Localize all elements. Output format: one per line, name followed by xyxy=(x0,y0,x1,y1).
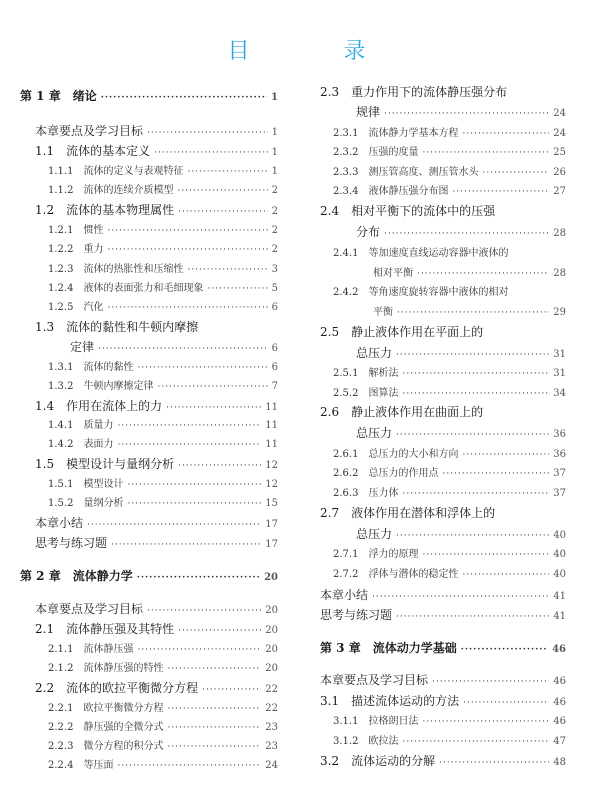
leader-dots xyxy=(147,606,261,616)
page-number: 24 xyxy=(553,108,566,119)
page-number: 20 xyxy=(265,663,278,674)
toc-entry xyxy=(320,323,566,340)
leader-dots xyxy=(107,226,267,236)
toc-entry xyxy=(20,567,278,584)
section-title: 总压力 xyxy=(356,346,393,360)
leader-dots xyxy=(177,186,267,196)
subsection-title: 2.4.2 等角速度旋转容器中液体的相对 xyxy=(333,287,509,298)
subsection-title: 2.3.4 液体静压强分布图 xyxy=(333,186,449,197)
toc-entry xyxy=(20,494,278,509)
page-number: 25 xyxy=(553,147,566,158)
toc-entry xyxy=(320,403,566,420)
page-number: 5 xyxy=(271,283,278,294)
toc-entry xyxy=(320,445,566,460)
toc-entry xyxy=(320,424,566,441)
subsection-title: 1.5.2 量纲分析 xyxy=(48,498,124,509)
page-number: 12 xyxy=(265,460,278,471)
toc-entry xyxy=(20,142,278,159)
toc-entry xyxy=(320,692,566,709)
section-title: 本章要点及学习目标 xyxy=(35,602,144,616)
page-number: 24 xyxy=(265,760,278,771)
toc-entry xyxy=(320,545,566,560)
subsection-title: 2.6.1 总压力的大小和方向 xyxy=(333,449,459,460)
toc-entry xyxy=(320,752,566,769)
page-number: 20 xyxy=(265,644,278,655)
page-number: 20 xyxy=(265,625,278,636)
leader-dots xyxy=(187,167,267,177)
section-title: 总压力 xyxy=(356,426,393,440)
page-number: 1 xyxy=(271,127,278,138)
leader-dots xyxy=(111,540,261,550)
toc-entry xyxy=(320,384,566,399)
leader-dots xyxy=(462,570,549,580)
leader-dots xyxy=(207,284,267,294)
section-title: 本章小结 xyxy=(320,588,369,602)
section-title: 2.2 流体的欧拉平衡微分方程 xyxy=(35,681,199,695)
page-number: 23 xyxy=(265,741,278,752)
page-number: 1 xyxy=(271,147,278,158)
leader-dots xyxy=(402,737,549,747)
page-number: 46 xyxy=(553,697,566,708)
page-number: 11 xyxy=(265,439,278,450)
page-number: 6 xyxy=(271,343,278,354)
toc-entry xyxy=(20,600,278,617)
section-title: 思考与练习题 xyxy=(35,536,108,550)
leader-dots xyxy=(422,717,549,727)
subsection-title: 2.3.1 流体静力学基本方程 xyxy=(333,128,459,139)
page-number: 26 xyxy=(553,167,566,178)
leader-dots xyxy=(422,148,549,158)
section-title: 分布 xyxy=(356,225,381,239)
page-number: 3 xyxy=(271,264,278,275)
subsection-title: 2.1.2 流体静压强的特性 xyxy=(48,663,164,674)
toc-entry xyxy=(320,83,566,100)
section-title: 1.1 流体的基本定义 xyxy=(35,144,151,158)
toc-entry xyxy=(20,122,278,139)
section-title: 1.2 流体的基本物理属性 xyxy=(35,203,175,217)
toc-entry xyxy=(320,732,566,747)
toc-entry xyxy=(20,162,278,177)
section-title: 2.5 静止液体作用在平面上的 xyxy=(320,325,484,339)
page-number: 46 xyxy=(552,644,566,655)
toc-entry xyxy=(20,358,278,373)
toc-entry xyxy=(320,124,566,139)
subsection-title: 1.2.1 惯性 xyxy=(48,225,104,236)
page-number: 7 xyxy=(271,381,278,392)
toc-entry xyxy=(20,620,278,637)
leader-dots xyxy=(402,369,549,379)
page-number: 12 xyxy=(265,479,278,490)
toc-entry xyxy=(20,260,278,275)
page-number: 23 xyxy=(265,722,278,733)
section-title: 3.2 流体运动的分解 xyxy=(320,754,436,768)
leader-dots xyxy=(372,592,549,602)
toc-entry xyxy=(20,640,278,655)
toc-entry xyxy=(20,298,278,313)
subsection-title: 2.2.2 静压强的全微分式 xyxy=(48,722,164,733)
toc-entry xyxy=(20,318,278,335)
page-number: 37 xyxy=(553,488,566,499)
toc-entry xyxy=(320,103,566,120)
chapter-title: 第 3 章 流体动力学基础 xyxy=(320,641,457,655)
toc-entry xyxy=(20,338,278,355)
leader-dots xyxy=(396,430,549,440)
page-number: 22 xyxy=(265,703,278,714)
toc-entry xyxy=(20,455,278,472)
page-number: 29 xyxy=(553,307,566,318)
subsection-title: 1.3.1 流体的黏性 xyxy=(48,362,134,373)
page-number: 47 xyxy=(553,736,566,747)
toc-entry xyxy=(320,525,566,542)
page-number: 17 xyxy=(265,539,278,550)
page-number: 6 xyxy=(271,302,278,313)
toc-entry xyxy=(320,344,566,361)
page-number: 40 xyxy=(553,530,566,541)
leader-dots xyxy=(87,520,261,530)
toc-entry xyxy=(320,163,566,178)
subsection-title: 2.4.1 等加速度直线运动容器中液体的 xyxy=(333,248,509,259)
leader-dots xyxy=(384,229,549,239)
subsection-title: 3.1.1 拉格朗日法 xyxy=(333,716,419,727)
leader-dots xyxy=(154,148,268,158)
leader-dots xyxy=(178,207,268,217)
subsection-title: 2.6.2 总压力的作用点 xyxy=(333,468,439,479)
page-number: 36 xyxy=(553,429,566,440)
page-number: 1 xyxy=(271,92,278,103)
leader-dots xyxy=(117,421,261,431)
subsection-title: 2.6.3 压力体 xyxy=(333,488,399,499)
page-number: 20 xyxy=(264,572,278,583)
subsection-title: 1.1.2 流体的连续介质模型 xyxy=(48,185,174,196)
leader-dots xyxy=(202,685,261,695)
toc-entry xyxy=(20,416,278,431)
leader-dots xyxy=(127,499,261,509)
leader-dots xyxy=(417,269,549,279)
page-number: 24 xyxy=(553,128,566,139)
toc-entry xyxy=(320,264,566,279)
section-title: 本章要点及学习目标 xyxy=(320,673,429,687)
leader-dots xyxy=(178,626,261,636)
page-number: 11 xyxy=(265,402,278,413)
leader-dots xyxy=(166,403,261,413)
toc-entry xyxy=(320,565,566,580)
subsection-title: 1.1.1 流体的定义与表观特征 xyxy=(48,166,184,177)
page-number: 28 xyxy=(553,268,566,279)
page-number: 37 xyxy=(553,468,566,479)
toc-entry xyxy=(20,377,278,392)
page-number: 15 xyxy=(265,498,278,509)
section-title: 定律 xyxy=(70,340,95,354)
toc-entry xyxy=(320,202,566,219)
subsection-title: 1.5.1 模型设计 xyxy=(48,479,124,490)
toc-entry xyxy=(320,606,566,623)
toc-entry xyxy=(20,737,278,752)
page-title: 目 录 xyxy=(227,39,402,64)
leader-dots xyxy=(167,723,261,733)
page-number: 41 xyxy=(553,591,566,602)
page-number: 40 xyxy=(553,569,566,580)
section-title: 3.1 描述流体运动的方法 xyxy=(320,694,460,708)
section-title: 本章小结 xyxy=(35,516,84,530)
page-number: 31 xyxy=(553,368,566,379)
toc-entry xyxy=(320,464,566,479)
leader-dots xyxy=(452,187,549,197)
section-title: 本章要点及学习目标 xyxy=(35,124,144,138)
toc-entry xyxy=(320,586,566,603)
subsection-title: 2.1.1 流体静压强 xyxy=(48,644,134,655)
leader-dots xyxy=(137,573,260,583)
toc-entry xyxy=(20,181,278,196)
toc-entry xyxy=(320,484,566,499)
leader-dots xyxy=(384,109,549,119)
section-title: 2.6 静止液体作用在曲面上的 xyxy=(320,405,484,419)
subsection-title: 1.4.2 表面力 xyxy=(48,439,114,450)
page-number: 22 xyxy=(265,684,278,695)
leader-dots xyxy=(137,645,261,655)
toc-entry xyxy=(20,435,278,450)
leader-dots xyxy=(127,480,261,490)
leader-dots xyxy=(463,698,549,708)
toc-entry xyxy=(320,639,566,656)
page-number: 34 xyxy=(553,388,566,399)
subsection-title: 2.2.3 微分方程的积分式 xyxy=(48,741,164,752)
toc-entry xyxy=(20,756,278,771)
page-number: 17 xyxy=(265,519,278,530)
page-number: 31 xyxy=(553,349,566,360)
subsection-title: 1.2.2 重力 xyxy=(48,244,104,255)
subsection-title: 2.2.1 欧拉平衡微分方程 xyxy=(48,703,164,714)
toc-entry xyxy=(320,182,566,197)
page-number: 46 xyxy=(553,676,566,687)
page-number: 1 xyxy=(271,166,278,177)
page-number: 27 xyxy=(553,186,566,197)
toc-entry xyxy=(20,534,278,551)
subsection-title: 1.3.2 牛顿内摩擦定律 xyxy=(48,381,154,392)
section-title: 2.3 重力作用下的流体静压强分布 xyxy=(320,85,508,99)
leader-dots xyxy=(167,664,261,674)
page-number: 6 xyxy=(271,362,278,373)
toc-entry xyxy=(20,397,278,414)
page-number: 46 xyxy=(553,716,566,727)
leader-dots xyxy=(137,363,267,373)
toc-entry xyxy=(320,303,566,318)
page-number: 2 xyxy=(271,244,278,255)
toc-entry xyxy=(20,514,278,531)
subsection-title: 相对平衡 xyxy=(373,268,413,279)
toc-entry xyxy=(20,699,278,714)
subsection-title: 2.5.2 图算法 xyxy=(333,388,399,399)
leader-dots xyxy=(432,677,549,687)
subsection-title: 平衡 xyxy=(373,307,393,318)
toc-entry xyxy=(20,201,278,218)
page-number: 40 xyxy=(553,549,566,560)
leader-dots xyxy=(462,450,549,460)
page-number: 36 xyxy=(553,449,566,460)
toc-entry xyxy=(20,221,278,236)
toc-entry xyxy=(320,143,566,158)
chapter-title: 第 2 章 流体静力学 xyxy=(20,569,133,583)
section-title: 1.3 流体的黏性和牛顿内摩擦 xyxy=(35,320,199,334)
toc-entry xyxy=(320,283,566,298)
leader-dots xyxy=(442,469,549,479)
subsection-title: 1.2.4 液体的表面张力和毛细现象 xyxy=(48,283,204,294)
toc-entry xyxy=(320,671,566,688)
leader-dots xyxy=(402,389,549,399)
toc-entry xyxy=(320,364,566,379)
leader-dots xyxy=(422,550,549,560)
page-number: 2 xyxy=(271,206,278,217)
toc-entry xyxy=(20,475,278,490)
subsection-title: 2.3.3 测压管高度、测压管水头 xyxy=(333,167,479,178)
leader-dots xyxy=(167,742,261,752)
leader-dots xyxy=(117,761,261,771)
toc-entry xyxy=(20,240,278,255)
toc-entry xyxy=(20,87,278,104)
section-title: 2.1 流体静压强及其特性 xyxy=(35,622,175,636)
leader-dots xyxy=(178,461,261,471)
page-number: 20 xyxy=(265,605,278,616)
section-title: 规律 xyxy=(356,105,381,119)
toc-entry xyxy=(20,279,278,294)
leader-dots xyxy=(462,129,549,139)
leader-dots xyxy=(396,612,549,622)
leader-dots xyxy=(157,382,267,392)
page-number: 11 xyxy=(265,420,278,431)
leader-dots xyxy=(101,93,267,103)
chapter-title: 第 1 章 绪论 xyxy=(20,89,97,103)
leader-dots xyxy=(107,303,267,313)
leader-dots xyxy=(98,344,268,354)
toc-entry xyxy=(20,679,278,696)
section-title: 2.7 液体作用在潜体和浮体上的 xyxy=(320,506,496,520)
leader-dots xyxy=(397,308,549,318)
subsection-title: 1.2.5 汽化 xyxy=(48,302,104,313)
subsection-title: 2.7.1 浮力的原理 xyxy=(333,549,419,560)
subsection-title: 2.2.4 等压面 xyxy=(48,760,114,771)
leader-dots xyxy=(396,350,549,360)
subsection-title: 1.2.3 流体的热胀性和压缩性 xyxy=(48,264,184,275)
subsection-title: 2.7.2 浮体与潜体的稳定性 xyxy=(333,569,459,580)
section-title: 1.4 作用在流体上的力 xyxy=(35,399,163,413)
section-title: 思考与练习题 xyxy=(320,608,393,622)
leader-dots xyxy=(482,168,549,178)
leader-dots xyxy=(396,531,549,541)
page-number: 41 xyxy=(553,611,566,622)
toc-entry xyxy=(320,244,566,259)
toc-entry xyxy=(320,223,566,240)
section-title: 2.4 相对平衡下的流体中的压强 xyxy=(320,204,496,218)
subsection-title: 3.1.2 欧拉法 xyxy=(333,736,399,747)
leader-dots xyxy=(187,265,267,275)
page-number: 48 xyxy=(553,757,566,768)
leader-dots xyxy=(439,758,549,768)
subsection-title: 1.4.1 质量力 xyxy=(48,420,114,431)
toc-entry xyxy=(320,712,566,727)
subsection-title: 2.5.1 解析法 xyxy=(333,368,399,379)
leader-dots xyxy=(117,440,261,450)
leader-dots xyxy=(107,245,267,255)
toc-entry xyxy=(20,659,278,674)
section-title: 1.5 模型设计与量纲分析 xyxy=(35,457,175,471)
section-title: 总压力 xyxy=(356,527,393,541)
leader-dots xyxy=(402,489,549,499)
subsection-title: 2.3.2 压强的度量 xyxy=(333,147,419,158)
leader-dots xyxy=(461,645,548,655)
toc-entry xyxy=(320,504,566,521)
leader-dots xyxy=(167,704,261,714)
page-number: 2 xyxy=(271,225,278,236)
page-number: 28 xyxy=(553,228,566,239)
toc-entry xyxy=(20,718,278,733)
leader-dots xyxy=(147,128,268,138)
page-number: 2 xyxy=(271,185,278,196)
